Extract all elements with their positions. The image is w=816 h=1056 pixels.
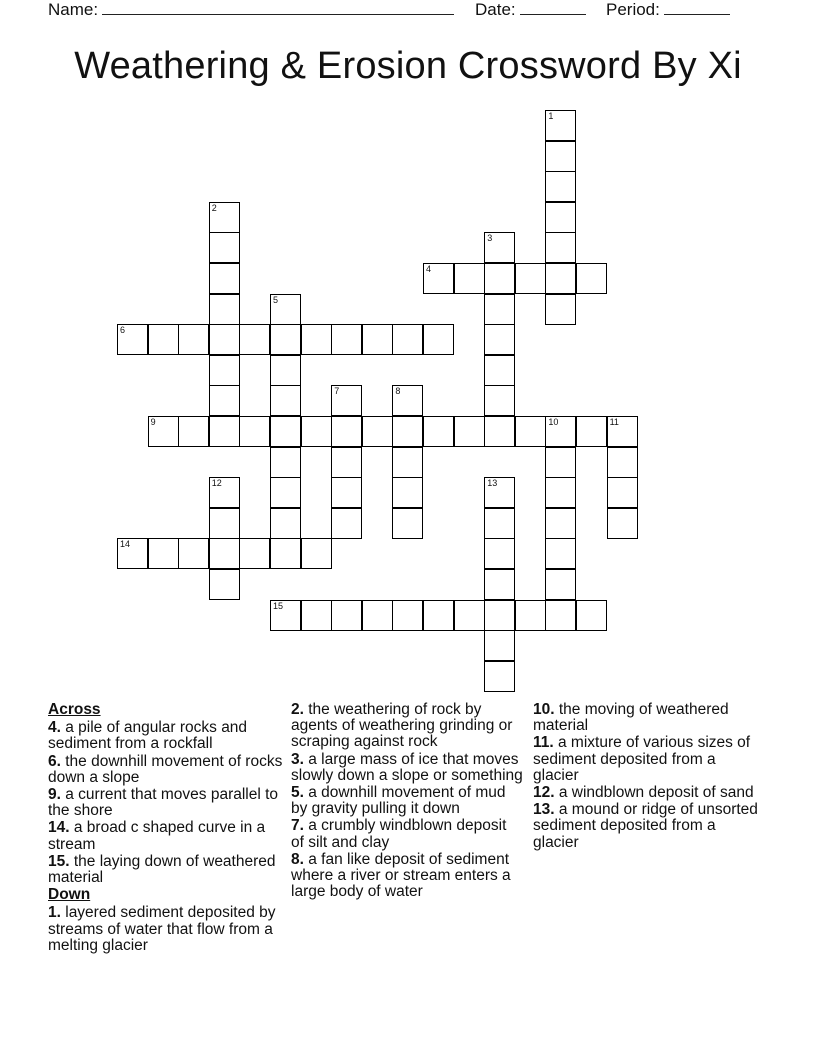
grid-cell[interactable] bbox=[239, 538, 270, 569]
grid-cell[interactable] bbox=[392, 477, 423, 508]
cell-number: 1 bbox=[548, 111, 554, 121]
clue-down-5 bbox=[291, 785, 523, 817]
cell-number: 10 bbox=[548, 417, 559, 427]
grid-cell[interactable] bbox=[209, 294, 240, 325]
cell-number: 12 bbox=[211, 478, 222, 489]
page-title: Weathering & Erosion Crossword By Xi bbox=[74, 45, 742, 87]
name-label: Name: bbox=[48, 0, 99, 19]
clue-down-13 bbox=[533, 802, 763, 851]
grid-cell[interactable] bbox=[454, 263, 485, 294]
grid-cell[interactable] bbox=[209, 477, 240, 508]
clue-down-3 bbox=[291, 752, 523, 784]
grid-cell[interactable] bbox=[239, 324, 270, 355]
clue-text: the weathering of rock by agents of weathering grinding or scraping against rock bbox=[291, 701, 513, 751]
grid-cell[interactable] bbox=[484, 600, 515, 631]
grid-cell[interactable] bbox=[454, 416, 485, 447]
clue-text: a fan like deposit of sediment where a river or stream enters a large body of water bbox=[291, 850, 511, 901]
clue-text: a windblown deposit of sand bbox=[554, 784, 754, 802]
clue-down-11 bbox=[533, 735, 763, 784]
cell-number: 15 bbox=[273, 600, 284, 611]
clue-across-14 bbox=[48, 820, 284, 852]
grid-cell[interactable] bbox=[362, 600, 393, 631]
grid-cell[interactable] bbox=[392, 416, 423, 447]
grid-cell[interactable] bbox=[545, 141, 576, 172]
grid-cell[interactable] bbox=[545, 232, 576, 263]
clue-number: 1. bbox=[48, 904, 61, 922]
grid-cell[interactable] bbox=[209, 324, 240, 355]
grid-cell[interactable] bbox=[484, 324, 515, 355]
grid-cell[interactable] bbox=[454, 600, 485, 631]
grid-cell[interactable] bbox=[515, 263, 546, 294]
grid-cell[interactable] bbox=[178, 538, 209, 569]
clue-text: the laying down of weathered material bbox=[48, 852, 276, 887]
grid-cell[interactable] bbox=[484, 263, 515, 294]
date-label: Date: bbox=[475, 0, 516, 19]
grid-cell[interactable] bbox=[607, 447, 638, 478]
clue-number: 12. bbox=[533, 784, 555, 802]
grid-cell[interactable] bbox=[515, 416, 546, 447]
clue-text: a current that moves parallel to the shore bbox=[48, 786, 279, 820]
grid-cell[interactable] bbox=[270, 447, 301, 478]
clue-across-15 bbox=[48, 854, 284, 886]
grid-cell[interactable] bbox=[392, 447, 423, 478]
clue-number: 9. bbox=[48, 786, 61, 804]
grid-cell[interactable] bbox=[331, 416, 362, 447]
grid-cell[interactable] bbox=[148, 324, 179, 355]
clue-down-2 bbox=[291, 702, 523, 751]
cell-number: 13 bbox=[487, 478, 498, 489]
cell-number: 7 bbox=[334, 386, 340, 397]
clue-across-4 bbox=[48, 720, 284, 752]
period-label: Period: bbox=[606, 0, 660, 19]
cell-number: 2 bbox=[211, 202, 217, 213]
grid-cell[interactable] bbox=[392, 508, 423, 539]
grid-cell[interactable] bbox=[270, 385, 301, 416]
cell-number: 5 bbox=[273, 294, 279, 305]
grid-cell[interactable] bbox=[270, 477, 301, 508]
grid-cell[interactable] bbox=[331, 385, 362, 416]
grid-cell[interactable] bbox=[607, 477, 638, 508]
grid-cell[interactable] bbox=[423, 600, 454, 631]
grid-cell[interactable] bbox=[423, 324, 454, 355]
grid-cell[interactable] bbox=[148, 538, 179, 569]
grid-cell[interactable] bbox=[607, 416, 638, 447]
grid-cell[interactable] bbox=[545, 202, 576, 233]
grid-cell[interactable] bbox=[117, 324, 148, 355]
cell-number: 9 bbox=[150, 417, 156, 427]
grid-cell[interactable] bbox=[362, 324, 393, 355]
grid-cell[interactable] bbox=[209, 538, 240, 569]
grid-cell[interactable] bbox=[270, 416, 301, 447]
grid-cell[interactable] bbox=[301, 538, 332, 569]
grid-cell[interactable] bbox=[331, 477, 362, 508]
grid-cell[interactable] bbox=[117, 538, 148, 569]
grid-cell[interactable] bbox=[545, 600, 576, 631]
clue-number: 4. bbox=[48, 719, 61, 737]
grid-cell[interactable] bbox=[484, 661, 515, 692]
cell-number: 3 bbox=[487, 233, 493, 244]
grid-cell[interactable] bbox=[423, 263, 454, 294]
grid-cell[interactable] bbox=[545, 110, 576, 141]
clue-text: the moving of weathered material bbox=[533, 701, 729, 735]
grid-cell[interactable] bbox=[576, 263, 607, 294]
clue-down-8 bbox=[291, 852, 523, 901]
clue-text: a crumbly windblown deposit of silt and clay bbox=[291, 817, 507, 851]
grid-cell[interactable] bbox=[545, 538, 576, 569]
grid-cell[interactable] bbox=[331, 600, 362, 631]
grid-cell[interactable] bbox=[362, 416, 393, 447]
grid-cell[interactable] bbox=[545, 447, 576, 478]
grid-cell[interactable] bbox=[392, 324, 423, 355]
cell-number: 8 bbox=[395, 386, 401, 397]
cell-number: 6 bbox=[120, 325, 126, 336]
grid-cell[interactable] bbox=[209, 416, 240, 447]
grid-cell[interactable] bbox=[301, 416, 332, 447]
clue-text: a pile of angular rocks and sediment from a rockfall bbox=[48, 719, 248, 753]
grid-cell[interactable] bbox=[209, 263, 240, 294]
grid-cell[interactable] bbox=[209, 202, 240, 233]
clue-text: a large mass of ice that moves slowly down a slope or something bbox=[291, 750, 523, 784]
clue-number: 10. bbox=[533, 701, 555, 718]
grid-cell[interactable] bbox=[545, 416, 576, 447]
grid-cell[interactable] bbox=[484, 294, 515, 325]
grid-cell[interactable] bbox=[392, 385, 423, 416]
grid-cell[interactable] bbox=[209, 569, 240, 600]
clue-text: a broad c shaped curve in a stream bbox=[48, 819, 266, 853]
clue-number: 15. bbox=[48, 852, 70, 870]
grid-cell[interactable] bbox=[270, 600, 301, 631]
grid-cell[interactable] bbox=[209, 232, 240, 263]
cell-number: 11 bbox=[609, 417, 619, 427]
grid-cell[interactable] bbox=[607, 508, 638, 539]
cell-number: 14 bbox=[120, 539, 131, 550]
clue-text: a mixture of various sizes of sediment deposited from a glacier bbox=[533, 734, 751, 784]
grid-cell[interactable] bbox=[545, 294, 576, 325]
grid-cell[interactable] bbox=[484, 630, 515, 661]
clue-down-1 bbox=[48, 905, 284, 954]
grid-cell[interactable] bbox=[484, 416, 515, 447]
grid-cell[interactable] bbox=[545, 477, 576, 508]
grid-cell[interactable] bbox=[331, 324, 362, 355]
clue-number: 3. bbox=[291, 750, 304, 768]
clue-number: 11. bbox=[533, 734, 554, 752]
grid-cell[interactable] bbox=[270, 324, 301, 355]
clue-column-2 bbox=[291, 702, 523, 901]
grid-cell[interactable] bbox=[545, 263, 576, 294]
grid-cell[interactable] bbox=[484, 385, 515, 416]
grid-cell[interactable] bbox=[392, 600, 423, 631]
grid-cell[interactable] bbox=[209, 355, 240, 386]
clue-down-7 bbox=[291, 818, 523, 850]
clue-down-10 bbox=[533, 702, 763, 734]
grid-cell[interactable] bbox=[576, 600, 607, 631]
clue-across-9 bbox=[48, 787, 284, 819]
clue-number: 2. bbox=[291, 701, 304, 718]
grid-cell[interactable] bbox=[576, 416, 607, 447]
grid-cell[interactable] bbox=[545, 171, 576, 202]
grid-cell[interactable] bbox=[484, 508, 515, 539]
cell-number: 4 bbox=[426, 264, 432, 274]
clue-column-1 bbox=[48, 702, 284, 955]
grid-cell[interactable] bbox=[484, 355, 515, 386]
clue-number: 5. bbox=[291, 784, 304, 802]
grid-cell[interactable] bbox=[515, 600, 546, 631]
grid-cell[interactable] bbox=[545, 508, 576, 539]
clue-down-12 bbox=[533, 785, 763, 801]
grid-cell[interactable] bbox=[270, 294, 301, 325]
clue-number: 7. bbox=[291, 817, 304, 835]
grid-cell[interactable] bbox=[545, 569, 576, 600]
grid-cell[interactable] bbox=[484, 538, 515, 569]
grid-cell[interactable] bbox=[484, 569, 515, 600]
grid-cell[interactable] bbox=[178, 416, 209, 447]
clue-column-3 bbox=[533, 702, 763, 852]
grid-cell[interactable] bbox=[239, 416, 270, 447]
grid-cell[interactable] bbox=[178, 324, 209, 355]
clue-number: 6. bbox=[48, 752, 61, 770]
clue-text: the downhill movement of rocks down a slope bbox=[48, 752, 283, 786]
clue-text: layered sediment deposited by streams of water that flow from a melting glacier bbox=[48, 904, 276, 954]
clue-text: a mound or ridge of unsorted sediment deposited from a glacier bbox=[533, 801, 758, 851]
grid-cell[interactable] bbox=[484, 232, 515, 263]
grid-cell[interactable] bbox=[301, 600, 332, 631]
grid-cell[interactable] bbox=[270, 508, 301, 539]
clue-number: 13. bbox=[533, 801, 555, 819]
grid-cell[interactable] bbox=[331, 508, 362, 539]
grid-cell[interactable] bbox=[270, 355, 301, 386]
clue-number: 8. bbox=[291, 850, 304, 868]
clue-number: 14. bbox=[48, 819, 70, 837]
clue-text: a downhill movement of mud by gravity pulling it down bbox=[291, 784, 506, 818]
grid-cell[interactable] bbox=[148, 416, 179, 447]
grid-cell[interactable] bbox=[331, 447, 362, 478]
grid-cell[interactable] bbox=[270, 538, 301, 569]
grid-cell[interactable] bbox=[209, 508, 240, 539]
down-heading: Down bbox=[48, 886, 91, 904]
grid-cell[interactable] bbox=[209, 385, 240, 416]
grid-cell[interactable] bbox=[423, 416, 454, 447]
clue-across-6 bbox=[48, 754, 284, 786]
grid-cell[interactable] bbox=[301, 324, 332, 355]
grid-cell[interactable] bbox=[484, 477, 515, 508]
across-heading: Across bbox=[48, 701, 101, 718]
